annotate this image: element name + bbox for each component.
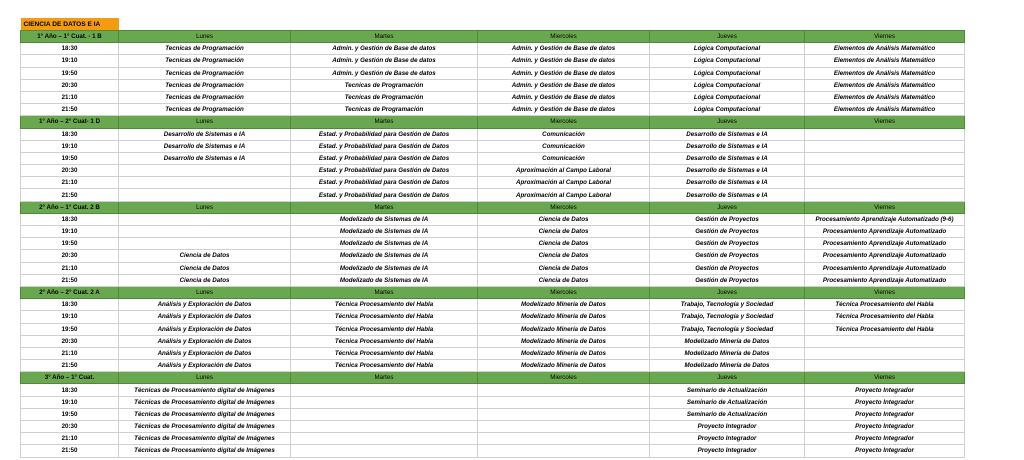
time-cell[interactable]: 19:50 (21, 323, 119, 335)
day-header[interactable]: Viernes (805, 201, 965, 213)
subject-cell[interactable]: Comunicación (478, 152, 650, 164)
subject-cell[interactable]: Ciencia de Datos (478, 226, 650, 238)
day-header[interactable]: Martes (291, 31, 478, 43)
subject-cell[interactable]: Ciencia de Datos (119, 250, 291, 262)
time-cell[interactable]: 18:30 (21, 43, 119, 55)
subject-cell[interactable]: Modelizado de Sistemas de IA (291, 274, 478, 286)
subject-cell[interactable]: Admin. y Gestión de Base de datos (291, 67, 478, 79)
subject-cell[interactable]: Lógica Computacional (650, 67, 805, 79)
day-header[interactable]: Lunes (119, 201, 291, 213)
schedule-row (21, 213, 965, 225)
subject-cell[interactable]: Proyecto Integrador (805, 384, 965, 396)
subject-cell[interactable] (805, 128, 965, 140)
subject-cell[interactable]: Modelizado Minería de Datos (478, 323, 650, 335)
subject-cell[interactable]: Modelizado Minería de Datos (478, 347, 650, 359)
time-cell[interactable]: 20:30 (21, 250, 119, 262)
subject-cell[interactable] (805, 347, 965, 359)
subject-cell[interactable]: Técnica Procesamiento del Habla (291, 360, 478, 372)
schedule-row (21, 238, 965, 250)
subject-cell[interactable]: Tecnicas de Programación (119, 79, 291, 91)
subject-cell[interactable]: Técnicas de Procesamiento digital de Imágenes (119, 396, 291, 408)
subject-cell[interactable]: Trabajo, Tecnología y Sociedad (650, 311, 805, 323)
subject-cell[interactable]: Desarrollo de Sistemas e IA (119, 140, 291, 152)
subject-cell[interactable]: Gestión de Proyectos (650, 274, 805, 286)
subject-cell[interactable]: Admin. y Gestión de Base de datos (478, 79, 650, 91)
day-header[interactable]: Viernes (805, 286, 965, 298)
subject-cell[interactable]: Admin. y Gestión de Base de datos (478, 55, 650, 67)
subject-cell[interactable]: Estad. y Probabilidad para Gestión de Datos (291, 128, 478, 140)
section-label[interactable]: 2° Año – 2° Cuat. 2 A (21, 286, 119, 298)
subject-cell[interactable]: Tecnicas de Programación (291, 91, 478, 103)
time-cell[interactable]: 20:30 (21, 421, 119, 433)
section-label[interactable]: 3° Año – 1° Cuat. (21, 372, 119, 384)
subject-cell[interactable]: Técnicas de Procesamiento digital de Imágenes (119, 384, 291, 396)
subject-cell[interactable] (478, 408, 650, 420)
schedule-row (21, 152, 965, 164)
subject-cell[interactable]: Técnica Procesamiento del Habla (291, 335, 478, 347)
time-cell[interactable]: 18:30 (21, 128, 119, 140)
schedule-row (21, 128, 965, 140)
subject-cell[interactable] (119, 177, 291, 189)
subject-cell[interactable]: Técnica Procesamiento del Habla (805, 323, 965, 335)
subject-cell[interactable]: Estad. y Probabilidad para Gestión de Datos (291, 165, 478, 177)
subject-cell[interactable]: Lógica Computacional (650, 79, 805, 91)
subject-cell[interactable] (805, 152, 965, 164)
subject-cell[interactable]: Ciencia de Datos (119, 274, 291, 286)
subject-cell[interactable]: Gestión de Proyectos (650, 213, 805, 225)
schedule-table (20, 18, 965, 458)
day-header[interactable]: Lunes (119, 372, 291, 384)
schedule-row (21, 445, 965, 457)
subject-cell[interactable]: Técnica Procesamiento del Habla (291, 311, 478, 323)
time-cell[interactable]: 19:10 (21, 396, 119, 408)
cell[interactable] (805, 18, 965, 31)
subject-cell[interactable]: Técnica Procesamiento del Habla (291, 299, 478, 311)
schedule-row (21, 299, 965, 311)
subject-cell[interactable]: Tecnicas de Programación (291, 104, 478, 116)
schedule-row (21, 226, 965, 238)
subject-cell[interactable]: Tecnicas de Programación (119, 91, 291, 103)
subject-cell[interactable]: Análisis y Exploración de Datos (119, 311, 291, 323)
subject-cell[interactable] (291, 421, 478, 433)
cell[interactable] (291, 18, 478, 31)
section-label[interactable]: 2° Año – 1° Cuat. 2 B (21, 201, 119, 213)
subject-cell[interactable]: Desarrollo de Sistemas e IA (650, 140, 805, 152)
subject-cell[interactable]: Tecnicas de Programación (119, 104, 291, 116)
subject-cell[interactable]: Elementos de Análisis Matemático (805, 79, 965, 91)
day-header[interactable]: Martes (291, 116, 478, 128)
subject-cell[interactable]: Admin. y Gestión de Base de datos (478, 91, 650, 103)
subject-cell[interactable] (478, 433, 650, 445)
section-header-row (21, 372, 965, 384)
schedule-row (21, 396, 965, 408)
subject-cell[interactable]: Gestión de Proyectos (650, 226, 805, 238)
subject-cell[interactable] (291, 408, 478, 420)
subject-cell[interactable]: Proyecto Integrador (650, 433, 805, 445)
subject-cell[interactable]: Modelizado de Sistemas de IA (291, 250, 478, 262)
subject-cell[interactable] (805, 189, 965, 201)
subject-cell[interactable]: Admin. y Gestión de Base de datos (291, 55, 478, 67)
subject-cell[interactable]: Análisis y Exploración de Datos (119, 347, 291, 359)
subject-cell[interactable]: Ciencia de Datos (478, 250, 650, 262)
subject-cell[interactable]: Análisis y Exploración de Datos (119, 335, 291, 347)
day-header[interactable]: Jueves (650, 116, 805, 128)
subject-cell[interactable]: Tecnicas de Programación (119, 67, 291, 79)
subject-cell[interactable]: Aproximación al Campo Laboral (478, 177, 650, 189)
subject-cell[interactable]: Lógica Computacional (650, 55, 805, 67)
schedule-row (21, 140, 965, 152)
schedule-row (21, 165, 965, 177)
time-cell[interactable]: 21:10 (21, 177, 119, 189)
subject-cell[interactable] (478, 421, 650, 433)
subject-cell[interactable]: Procesamiento Aprendizaje Automatizado (805, 262, 965, 274)
subject-cell[interactable]: Proyecto Integrador (805, 396, 965, 408)
schedule-row (21, 79, 965, 91)
subject-cell[interactable]: Aproximación al Campo Laboral (478, 189, 650, 201)
schedule-row (21, 262, 965, 274)
schedule-row (21, 347, 965, 359)
subject-cell[interactable]: Modelizado de Sistemas de IA (291, 213, 478, 225)
subject-cell[interactable] (291, 384, 478, 396)
time-cell[interactable]: 19:10 (21, 140, 119, 152)
time-cell[interactable]: 20:30 (21, 165, 119, 177)
subject-cell[interactable]: Elementos de Análisis Matemático (805, 67, 965, 79)
time-cell[interactable]: 21:10 (21, 91, 119, 103)
subject-cell[interactable]: Estad. y Probabilidad para Gestión de Datos (291, 140, 478, 152)
subject-cell[interactable] (805, 165, 965, 177)
subject-cell[interactable]: Admin. y Gestión de Base de datos (291, 43, 478, 55)
subject-cell[interactable]: Modelizado Minería de Datos (478, 299, 650, 311)
subject-cell[interactable]: Estad. y Probabilidad para Gestión de Datos (291, 189, 478, 201)
subject-cell[interactable]: Desarrollo de Sistemas e IA (119, 152, 291, 164)
day-header[interactable]: Martes (291, 201, 478, 213)
subject-cell[interactable]: Desarrollo de Sistemas e IA (650, 128, 805, 140)
subject-cell[interactable]: Estad. y Probabilidad para Gestión de Datos (291, 152, 478, 164)
time-cell[interactable]: 19:50 (21, 238, 119, 250)
day-header[interactable]: Viernes (805, 31, 965, 43)
subject-cell[interactable]: Proyecto Integrador (805, 445, 965, 457)
time-cell[interactable]: 18:30 (21, 213, 119, 225)
schedule-row (21, 91, 965, 103)
subject-cell[interactable]: Desarrollo de Sistemas e IA (119, 128, 291, 140)
schedule-row (21, 384, 965, 396)
subject-cell[interactable]: Ciencia de Datos (478, 238, 650, 250)
subject-cell[interactable]: Técnicas de Procesamiento digital de Imágenes (119, 421, 291, 433)
subject-cell[interactable]: Proyecto Integrador (805, 433, 965, 445)
subject-cell[interactable]: Ciencia de Datos (478, 262, 650, 274)
time-cell[interactable]: 20:30 (21, 79, 119, 91)
subject-cell[interactable]: Modelizado Minería de Datos (650, 335, 805, 347)
subject-cell[interactable]: Modelizado Minería de Datos (650, 360, 805, 372)
subject-cell[interactable] (805, 335, 965, 347)
subject-cell[interactable]: Modelizado Minería de Datos (478, 360, 650, 372)
subject-cell[interactable]: Desarrollo de Sistemas e IA (650, 189, 805, 201)
day-header[interactable]: Lunes (119, 116, 291, 128)
day-header[interactable]: Miercoles (478, 31, 650, 43)
sheet-title[interactable]: CIENCIA DE DATOS E IA (21, 18, 119, 31)
subject-cell[interactable]: Técnica Procesamiento del Habla (291, 323, 478, 335)
subject-cell[interactable]: Proyecto Integrador (805, 408, 965, 420)
schedule-row (21, 408, 965, 420)
time-cell[interactable]: 19:10 (21, 311, 119, 323)
section-header-row (21, 116, 965, 128)
subject-cell[interactable]: Gestión de Proyectos (650, 262, 805, 274)
subject-cell[interactable]: Modelizado Minería de Datos (650, 347, 805, 359)
subject-cell[interactable]: Procesamiento Aprendizaje Automatizado (805, 226, 965, 238)
time-cell[interactable]: 18:30 (21, 384, 119, 396)
time-cell[interactable]: 21:50 (21, 189, 119, 201)
schedule-row (21, 104, 965, 116)
subject-cell[interactable] (805, 360, 965, 372)
subject-cell[interactable]: Técnica Procesamiento del Habla (291, 347, 478, 359)
time-cell[interactable]: 19:50 (21, 67, 119, 79)
subject-cell[interactable] (805, 140, 965, 152)
schedule-row (21, 250, 965, 262)
subject-cell[interactable] (291, 396, 478, 408)
subject-cell[interactable] (291, 445, 478, 457)
subject-cell[interactable] (119, 226, 291, 238)
subject-cell[interactable]: Ciencia de Datos (478, 274, 650, 286)
subject-cell[interactable] (805, 177, 965, 189)
subject-cell[interactable]: Análisis y Exploración de Datos (119, 299, 291, 311)
subject-cell[interactable]: Proyecto Integrador (805, 421, 965, 433)
day-header[interactable]: Jueves (650, 31, 805, 43)
day-header[interactable]: Jueves (650, 201, 805, 213)
cell[interactable] (119, 18, 291, 31)
subject-cell[interactable]: Lógica Computacional (650, 43, 805, 55)
subject-cell[interactable]: Proyecto Integrador (650, 445, 805, 457)
time-cell[interactable]: 19:10 (21, 55, 119, 67)
day-header[interactable]: Lunes (119, 286, 291, 298)
time-cell[interactable]: 21:50 (21, 445, 119, 457)
subject-cell[interactable]: Trabajo, Tecnología y Sociedad (650, 323, 805, 335)
subject-cell[interactable]: Desarrollo de Sistemas e IA (650, 165, 805, 177)
subject-cell[interactable]: Procesamiento Aprendizaje Automatizado (805, 274, 965, 286)
subject-cell[interactable]: Técnica Procesamiento del Habla (805, 299, 965, 311)
day-header[interactable]: Viernes (805, 372, 965, 384)
subject-cell[interactable]: Modelizado Minería de Datos (478, 335, 650, 347)
subject-cell[interactable]: Admin. y Gestión de Base de datos (478, 43, 650, 55)
subject-cell[interactable]: Modelizado de Sistemas de IA (291, 238, 478, 250)
time-cell[interactable]: 19:50 (21, 152, 119, 164)
day-header[interactable]: Viernes (805, 116, 965, 128)
day-header[interactable]: Miercoles (478, 286, 650, 298)
section-label[interactable]: 1° Año – 2° Cuat- 1 D (21, 116, 119, 128)
subject-cell[interactable]: Admin. y Gestión de Base de datos (478, 67, 650, 79)
schedule-row (21, 360, 965, 372)
section-header-row (21, 31, 965, 43)
subject-cell[interactable] (478, 396, 650, 408)
subject-cell[interactable] (478, 384, 650, 396)
subject-cell[interactable]: Modelizado Minería de Datos (478, 311, 650, 323)
subject-cell[interactable]: Proyecto Integrador (650, 421, 805, 433)
day-header[interactable]: Miercoles (478, 372, 650, 384)
subject-cell[interactable] (291, 433, 478, 445)
subject-cell[interactable] (119, 238, 291, 250)
schedule-row (21, 189, 965, 201)
title-row (21, 18, 965, 31)
subject-cell[interactable]: Gestión de Proyectos (650, 250, 805, 262)
time-cell[interactable]: 21:50 (21, 360, 119, 372)
subject-cell[interactable]: Técnicas de Procesamiento digital de Imágenes (119, 433, 291, 445)
schedule-row (21, 335, 965, 347)
subject-cell[interactable]: Comunicación (478, 128, 650, 140)
subject-cell[interactable]: Técnica Procesamiento del Habla (805, 311, 965, 323)
subject-cell[interactable]: Ciencia de Datos (478, 213, 650, 225)
schedule-sheet (20, 18, 964, 458)
schedule-row (21, 177, 965, 189)
subject-cell[interactable] (119, 165, 291, 177)
subject-cell[interactable]: Elementos de Análisis Matemático (805, 55, 965, 67)
day-header[interactable]: Martes (291, 286, 478, 298)
subject-cell[interactable]: Desarrollo de Sistemas e IA (650, 152, 805, 164)
subject-cell[interactable]: Elementos de Análisis Matemático (805, 43, 965, 55)
schedule-row (21, 433, 965, 445)
subject-cell[interactable]: Comunicación (478, 140, 650, 152)
subject-cell[interactable] (119, 189, 291, 201)
day-header[interactable]: Miercoles (478, 201, 650, 213)
schedule-row (21, 67, 965, 79)
time-cell[interactable]: 21:50 (21, 104, 119, 116)
time-cell[interactable]: 18:30 (21, 299, 119, 311)
subject-cell[interactable]: Lógica Computacional (650, 91, 805, 103)
subject-cell[interactable]: Desarrollo de Sistemas e IA (650, 177, 805, 189)
day-header[interactable]: Martes (291, 372, 478, 384)
subject-cell[interactable]: Aproximación al Campo Laboral (478, 165, 650, 177)
subject-cell[interactable] (119, 213, 291, 225)
subject-cell[interactable]: Análisis y Exploración de Datos (119, 360, 291, 372)
subject-cell[interactable]: Lógica Computacional (650, 104, 805, 116)
subject-cell[interactable]: Elementos de Análisis Matemático (805, 104, 965, 116)
schedule-row (21, 55, 965, 67)
subject-cell[interactable]: Gestión de Proyectos (650, 238, 805, 250)
subject-cell[interactable]: Tecnicas de Programación (119, 43, 291, 55)
subject-cell[interactable] (478, 445, 650, 457)
schedule-row (21, 421, 965, 433)
subject-cell[interactable]: Seminario de Actualización (650, 396, 805, 408)
section-header-row (21, 286, 965, 298)
section-label[interactable]: 1° Año – 1° Cuat. - 1 B (21, 31, 119, 43)
subject-cell[interactable]: Análisis y Exploración de Datos (119, 323, 291, 335)
cell[interactable] (650, 18, 805, 31)
subject-cell[interactable]: Seminario de Actualización (650, 408, 805, 420)
subject-cell[interactable]: Trabajo, Tecnología y Sociedad (650, 299, 805, 311)
time-cell[interactable]: 21:10 (21, 262, 119, 274)
time-cell[interactable]: 19:50 (21, 408, 119, 420)
time-cell[interactable]: 19:10 (21, 226, 119, 238)
day-header[interactable]: Jueves (650, 286, 805, 298)
schedule-row (21, 274, 965, 286)
subject-cell[interactable]: Tecnicas de Programación (291, 79, 478, 91)
subject-cell[interactable]: Modelizado de Sistemas de IA (291, 262, 478, 274)
time-cell[interactable]: 21:50 (21, 274, 119, 286)
schedule-row (21, 43, 965, 55)
schedule-row (21, 311, 965, 323)
subject-cell[interactable]: Tecnicas de Programación (119, 55, 291, 67)
subject-cell[interactable]: Técnicas de Procesamiento digital de Imágenes (119, 408, 291, 420)
day-header[interactable]: Miercoles (478, 116, 650, 128)
subject-cell[interactable]: Técnicas de Procesamiento digital de Imágenes (119, 445, 291, 457)
subject-cell[interactable]: Elementos de Análisis Matemático (805, 91, 965, 103)
subject-cell[interactable]: Procesamiento Aprendizaje Automatizado (9-6) (805, 213, 965, 225)
subject-cell[interactable]: Seminario de Actualización (650, 384, 805, 396)
cell[interactable] (478, 18, 650, 31)
time-cell[interactable]: 20:30 (21, 335, 119, 347)
day-header[interactable]: Jueves (650, 372, 805, 384)
subject-cell[interactable]: Procesamiento Aprendizaje Automatizado (805, 250, 965, 262)
time-cell[interactable]: 21:10 (21, 347, 119, 359)
day-header[interactable]: Lunes (119, 31, 291, 43)
time-cell[interactable]: 21:10 (21, 433, 119, 445)
subject-cell[interactable]: Estad. y Probabilidad para Gestión de Datos (291, 177, 478, 189)
schedule-row (21, 323, 965, 335)
subject-cell[interactable]: Modelizado de Sistemas de IA (291, 226, 478, 238)
subject-cell[interactable]: Ciencia de Datos (119, 262, 291, 274)
subject-cell[interactable]: Admin. y Gestión de Base de datos (478, 104, 650, 116)
section-header-row (21, 201, 965, 213)
subject-cell[interactable]: Procesamiento Aprendizaje Automatizado (805, 238, 965, 250)
